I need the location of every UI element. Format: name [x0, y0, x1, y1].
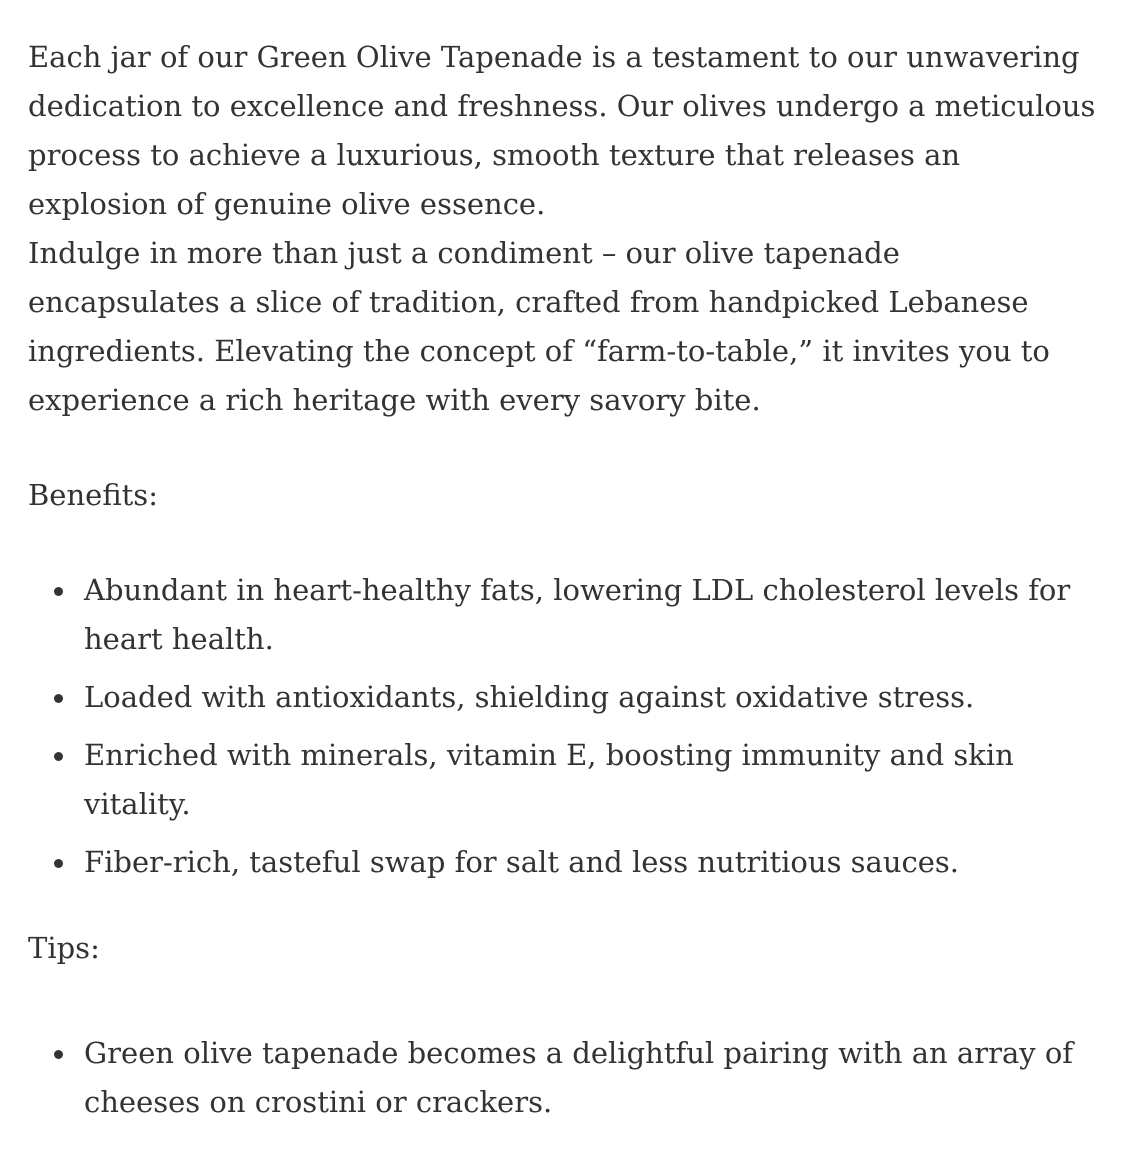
list-item: Fiber-rich, tasteful swap for salt and less nutritious sauces.	[84, 838, 1097, 887]
benefits-heading: Benefits:	[28, 478, 158, 512]
tips-heading: Tips:	[28, 931, 100, 965]
intro-paragraph-1: Each jar of our Green Olive Tapenade is a testament to our unwavering dedication to excellence and freshness. Our olives undergo a meticulous process to achieve a luxurious, smooth texture that releases an explosion of genuine olive essence.	[28, 40, 1096, 221]
intro-paragraph-2: Indulge in more than just a condiment – our olive tapenade encapsulates a slice of tradition, crafted from handpicked Lebanese ingredients. Elevating the concept of “farm-to-table,” it invites you to experience a rich heritage with every savory bite.	[28, 236, 1050, 417]
list-item: Enriched with minerals, vitamin E, boosting immunity and skin vitality.	[84, 731, 1097, 829]
benefits-list	[28, 566, 1097, 887]
list-item: Green olive tapenade becomes a delightful pairing with an array of cheeses on crostini or crackers.	[84, 1029, 1097, 1127]
list-item: Loaded with antioxidants, shielding against oxidative stress.	[84, 673, 1097, 722]
tips-list	[28, 1029, 1097, 1127]
list-item: Abundant in heart-healthy fats, lowering LDL cholesterol levels for heart health.	[84, 566, 1097, 664]
